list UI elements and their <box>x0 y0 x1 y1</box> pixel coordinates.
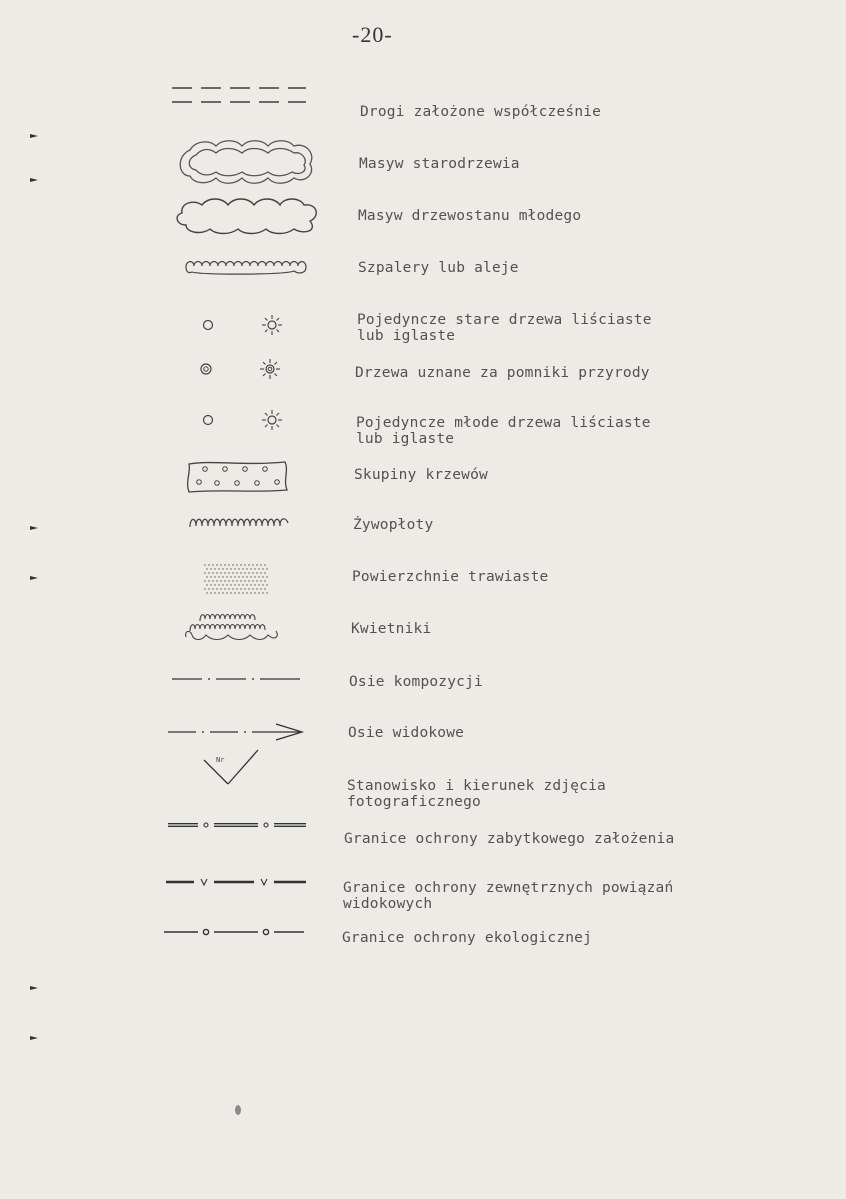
lawn-stipple-dot <box>262 592 263 593</box>
lawn-stipple-dot <box>238 592 239 593</box>
lawn-stipple-dot <box>216 564 217 565</box>
lawn-stipple-dot <box>254 576 255 577</box>
lawn-stipple-dot <box>260 572 261 573</box>
lawn-stipple-dot <box>218 576 219 577</box>
lawn-stipple-dot <box>234 568 235 569</box>
roads-dashed-symbol <box>170 80 310 110</box>
lawn-stipple-dot <box>236 572 237 573</box>
lawn-stipple-dot <box>252 564 253 565</box>
lawn-stipple-dot <box>240 588 241 589</box>
lawn-stipple-dot <box>232 588 233 589</box>
lawn-stipple-dot <box>242 592 243 593</box>
lawn-stipple-dot <box>236 588 237 589</box>
lawn-stipple-dot <box>250 584 251 585</box>
eco-boundary-symbol <box>162 924 307 940</box>
composition-axes-symbol <box>170 671 310 687</box>
lawn-stipple-dot <box>216 580 217 581</box>
lawn-stipple-dot <box>252 580 253 581</box>
lawn-stipple-dot <box>250 568 251 569</box>
lawn-stipple-dot <box>218 568 219 569</box>
lawn-stipple-dot <box>232 580 233 581</box>
lawn-stipple-dot <box>222 568 223 569</box>
lawn-stipple-dot <box>236 564 237 565</box>
shrubs-symbol <box>183 458 293 496</box>
lawn-stipple-dot <box>224 588 225 589</box>
lawn-stipple-dot <box>238 568 239 569</box>
label-old-stand: Masyw starodrzewia <box>359 156 520 172</box>
label-view-boundary: Granice ochrony zewnętrznych powiązań widokowych <box>343 880 674 912</box>
lawn-stipple-dot <box>246 568 247 569</box>
view-axes-arrow-symbol <box>166 721 311 743</box>
lawn-stipple-dot <box>246 576 247 577</box>
lawn-stipple-dot <box>226 576 227 577</box>
lawn-stipple-dot <box>206 584 207 585</box>
lawn-stipple-dot <box>214 568 215 569</box>
monument-trees-symbol <box>194 356 294 382</box>
lawn-stipple-dot <box>210 568 211 569</box>
lawn-stipple-dot <box>224 564 225 565</box>
lawn-stipple-dot <box>226 592 227 593</box>
lawn-stipple-dot <box>238 576 239 577</box>
lawn-stipple-dot <box>240 580 241 581</box>
label-photo-point: Stanowisko i kierunek zdjęcia fotograficznego <box>347 778 606 810</box>
lawn-stipple-dot <box>220 588 221 589</box>
lawn-stipple-dot <box>262 568 263 569</box>
lawn-stipple-dot <box>206 568 207 569</box>
label-young-trees: Pojedyncze młode drzewa liściaste lub iglaste <box>356 415 651 447</box>
old-stand-cloud-symbol <box>174 138 319 188</box>
lawn-stipple-dot <box>258 584 259 585</box>
lawn-stipple-dot <box>248 572 249 573</box>
lawns-stipple-symbol <box>202 562 270 598</box>
lawn-stipple-dot <box>224 580 225 581</box>
lawn-stipple-dot <box>266 576 267 577</box>
lawn-stipple-dot <box>228 580 229 581</box>
lawn-stipple-dot <box>226 584 227 585</box>
lawn-stipple-dot <box>234 592 235 593</box>
lawn-stipple-dot <box>264 572 265 573</box>
lawn-stipple-dot <box>204 572 205 573</box>
lawn-stipple-dot <box>260 588 261 589</box>
lawn-stipple-dot <box>204 580 205 581</box>
lawn-stipple-dot <box>222 592 223 593</box>
lawn-stipple-dot <box>258 576 259 577</box>
old-trees-symbol <box>196 312 296 338</box>
lawn-stipple-dot <box>210 584 211 585</box>
lawn-stipple-dot <box>230 592 231 593</box>
lawn-stipple-dot <box>264 564 265 565</box>
lawn-stipple-dot <box>264 580 265 581</box>
lawn-stipple-dot <box>204 564 205 565</box>
label-flowerbeds: Kwietniki <box>351 621 432 637</box>
view-boundary-symbol <box>164 874 309 890</box>
label-hedges: Żywopłoty <box>353 517 434 533</box>
lawn-stipple-dot <box>220 564 221 565</box>
lawn-stipple-dot <box>210 576 211 577</box>
lawn-stipple-dot <box>228 588 229 589</box>
lawn-stipple-dot <box>246 592 247 593</box>
young-trees-symbol <box>196 407 296 433</box>
lawn-stipple-dot <box>206 592 207 593</box>
label-alleys: Szpalery lub aleje <box>358 260 519 276</box>
lawn-stipple-dot <box>234 576 235 577</box>
flowerbeds-symbol <box>182 607 282 645</box>
lawn-stipple-dot <box>210 592 211 593</box>
lawn-stipple-dot <box>258 592 259 593</box>
photo-point-symbol <box>200 748 270 792</box>
lawn-stipple-dot <box>264 588 265 589</box>
lawn-stipple-dot <box>254 568 255 569</box>
lawn-stipple-dot <box>230 584 231 585</box>
lawn-stipple-dot <box>240 572 241 573</box>
hedges-symbol <box>186 512 296 534</box>
lawn-stipple-dot <box>226 568 227 569</box>
lawn-stipple-dot <box>230 576 231 577</box>
lawn-stipple-dot <box>262 576 263 577</box>
lawn-stipple-dot <box>238 584 239 585</box>
lawn-stipple-dot <box>242 568 243 569</box>
lawn-stipple-dot <box>234 584 235 585</box>
label-shrubs: Skupiny krzewów <box>354 467 488 483</box>
lawn-stipple-dot <box>214 584 215 585</box>
lawn-stipple-dot <box>248 580 249 581</box>
lawn-stipple-dot <box>256 564 257 565</box>
lawn-stipple-dot <box>236 580 237 581</box>
lawn-stipple-dot <box>218 584 219 585</box>
lawn-stipple-dot <box>242 576 243 577</box>
lawn-stipple-dot <box>222 576 223 577</box>
lawn-stipple-dot <box>212 588 213 589</box>
lawn-stipple-dot <box>266 568 267 569</box>
lawn-stipple-dot <box>212 580 213 581</box>
label-eco-boundary: Granice ochrony ekologicznej <box>342 930 593 946</box>
lawn-stipple-dot <box>254 592 255 593</box>
lawn-stipple-dot <box>224 572 225 573</box>
lawn-stipple-dot <box>216 588 217 589</box>
lawn-stipple-dot <box>244 564 245 565</box>
lawn-stipple-dot <box>228 572 229 573</box>
lawn-stipple-dot <box>228 564 229 565</box>
young-stand-cloud-symbol <box>172 193 322 237</box>
label-monument-trees: Drzewa uznane za pomniki przyrody <box>355 365 650 381</box>
lawn-stipple-dot <box>212 572 213 573</box>
lawn-stipple-dot <box>208 564 209 565</box>
lawn-stipple-dot <box>262 584 263 585</box>
label-young-stand: Masyw drzewostanu młodego <box>358 208 582 224</box>
lawn-stipple-dot <box>250 576 251 577</box>
lawn-stipple-dot <box>256 572 257 573</box>
lawn-stipple-dot <box>222 584 223 585</box>
lawn-stipple-dot <box>230 568 231 569</box>
lawn-stipple-dot <box>244 580 245 581</box>
lawn-stipple-dot <box>214 592 215 593</box>
label-view-axes: Osie widokowe <box>348 725 465 741</box>
lawn-stipple-dot <box>212 564 213 565</box>
lawn-stipple-dot <box>250 592 251 593</box>
lawn-stipple-dot <box>206 576 207 577</box>
lawn-stipple-dot <box>208 580 209 581</box>
lawn-stipple-dot <box>232 564 233 565</box>
lawn-stipple-dot <box>260 580 261 581</box>
lawn-stipple-dot <box>240 564 241 565</box>
lawn-stipple-dot <box>208 572 209 573</box>
label-lawns: Powierzchnie trawiaste <box>352 569 549 585</box>
lawn-stipple-dot <box>218 592 219 593</box>
lawn-stipple-dot <box>220 580 221 581</box>
label-old-trees: Pojedyncze stare drzewa liściaste lub iglaste <box>357 312 652 344</box>
lawn-stipple-dot <box>204 588 205 589</box>
lawn-stipple-dot <box>242 584 243 585</box>
lawn-stipple-dot <box>258 568 259 569</box>
lawn-stipple-dot <box>256 580 257 581</box>
lawn-stipple-dot <box>252 572 253 573</box>
lawn-stipple-dot <box>216 572 217 573</box>
lawn-stipple-dot <box>214 576 215 577</box>
label-composition-axes: Osie kompozycji <box>349 674 483 690</box>
lawn-stipple-dot <box>248 564 249 565</box>
page-number: -20- <box>352 22 393 47</box>
lawn-stipple-dot <box>266 584 267 585</box>
lawn-stipple-dot <box>244 572 245 573</box>
label-monument-boundary: Granice ochrony zabytkowego założenia <box>344 831 675 847</box>
alleys-loops-symbol <box>180 257 315 277</box>
lawn-stipple-dot <box>266 592 267 593</box>
lawn-stipple-dot <box>232 572 233 573</box>
lawn-stipple-dot <box>244 588 245 589</box>
lawn-stipple-dot <box>220 572 221 573</box>
lawn-stipple-dot <box>256 588 257 589</box>
lawn-stipple-dot <box>260 564 261 565</box>
label-roads: Drogi założone współcześnie <box>360 104 602 120</box>
paper-speck <box>230 1100 246 1120</box>
lawn-stipple-dot <box>252 588 253 589</box>
lawn-stipple-dot <box>246 584 247 585</box>
monument-boundary-symbol <box>166 819 311 833</box>
lawn-stipple-dot <box>254 584 255 585</box>
margin-marks <box>28 128 44 1048</box>
lawn-stipple-dot <box>248 588 249 589</box>
photo-number-mark: Nr <box>216 756 225 764</box>
lawn-stipple-dot <box>208 588 209 589</box>
